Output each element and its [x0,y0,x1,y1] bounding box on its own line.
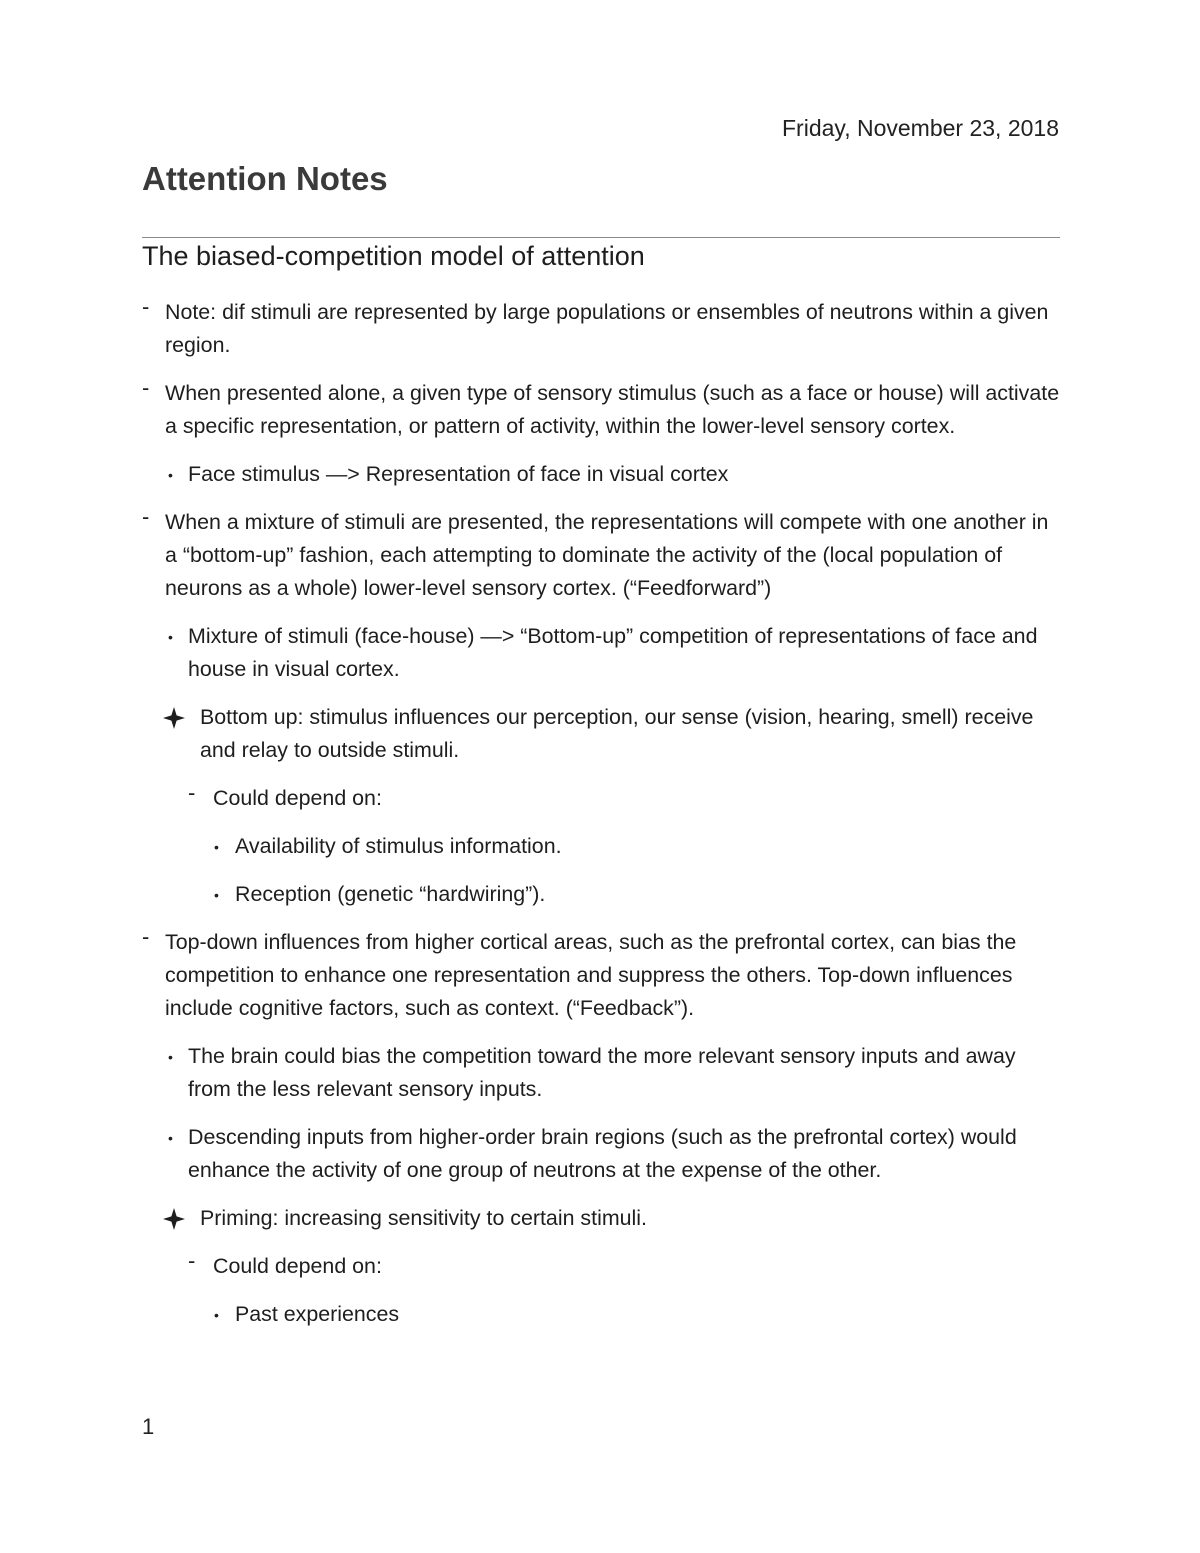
list-item-text: Face stimulus —> Representation of face in visual cortex [188,462,729,486]
list-item [140,782,1060,815]
document-date: Friday, November 23, 2018 [782,115,1059,141]
list-item-text: Reception (genetic “hardwiring”). [235,882,546,906]
list-item-text: The brain could bias the competition toward the more relevant sensory inputs and away from the less relevant sensory inputs. [188,1044,1016,1101]
bullet-marker: • [168,629,173,645]
bullet-marker: • [168,1049,173,1065]
four-point-star-icon [162,706,188,732]
list-item [140,926,1060,1025]
dash-marker: - [142,294,150,319]
list-item [140,701,1060,767]
bullet-marker: • [214,839,219,855]
bullet-marker: • [214,1307,219,1323]
list-item-text: Note: dif stimuli are represented by large populations or ensembles of neutrons within a given region. [165,300,1049,357]
list-item-text: When presented alone, a given type of sensory stimulus (such as a face or house) will activate a specific representation, or pattern of activity, within the lower-level sensory cortex. [165,381,1060,438]
bullet-marker: • [168,467,173,483]
list-item [140,506,1060,605]
bullet-marker: • [168,1130,173,1146]
section-heading: The biased-competition model of attention [142,241,645,271]
list-item-text: Could depend on: [213,1254,382,1278]
dash-marker: - [188,1248,196,1273]
dash-marker: - [142,504,150,529]
list-item [140,1298,1060,1331]
list-item [140,377,1060,443]
list-item [140,296,1060,362]
list-item [140,878,1060,911]
list-item [140,620,1060,686]
list-item [140,830,1060,863]
list-item-text: Availability of stimulus information. [235,834,562,858]
list-item [140,1250,1060,1283]
list-item [140,1202,1060,1235]
page-number: 1 [142,1414,155,1439]
list-item-text: When a mixture of stimuli are presented, the representations will compete with one another in a “bottom-up” fashion, each attempting to dominate the activity of the (local population of neurons as a whole) lower-level sensory cortex. (“Feedforward”) [165,510,1049,600]
list-item [140,1040,1060,1106]
list-item-text: Descending inputs from higher-order brain regions (such as the prefrontal cortex) would enhance the activity of one group of neutrons at the expense of the other. [188,1125,1017,1182]
list-item-text: Bottom up: stimulus influences our perception, our sense (vision, hearing, smell) receive and relay to outside stimuli. [200,705,1034,762]
list-item-text: Mixture of stimuli (face-house) —> “Bottom-up” competition of representations of face and house in visual cortex. [188,624,1038,681]
list-item-text: Top-down influences from higher cortical areas, such as the prefrontal cortex, can bias the competition to enhance one representation and suppress the others. Top-down influences include cognitive factors, such as context. (“Feedback”). [165,930,1017,1020]
dash-marker: - [142,924,150,949]
list-item [140,1121,1060,1187]
list-item-text: Priming: increasing sensitivity to certain stimuli. [200,1206,647,1230]
dash-marker: - [142,375,150,400]
list-item-text: Could depend on: [213,786,382,810]
page-title: Attention Notes [142,160,388,197]
notes-list [140,296,1060,1346]
title-divider [142,237,1060,238]
four-point-star-icon [162,1207,188,1233]
bullet-marker: • [214,887,219,903]
dash-marker: - [188,780,196,805]
list-item [140,458,1060,491]
list-item-text: Past experiences [235,1302,400,1326]
